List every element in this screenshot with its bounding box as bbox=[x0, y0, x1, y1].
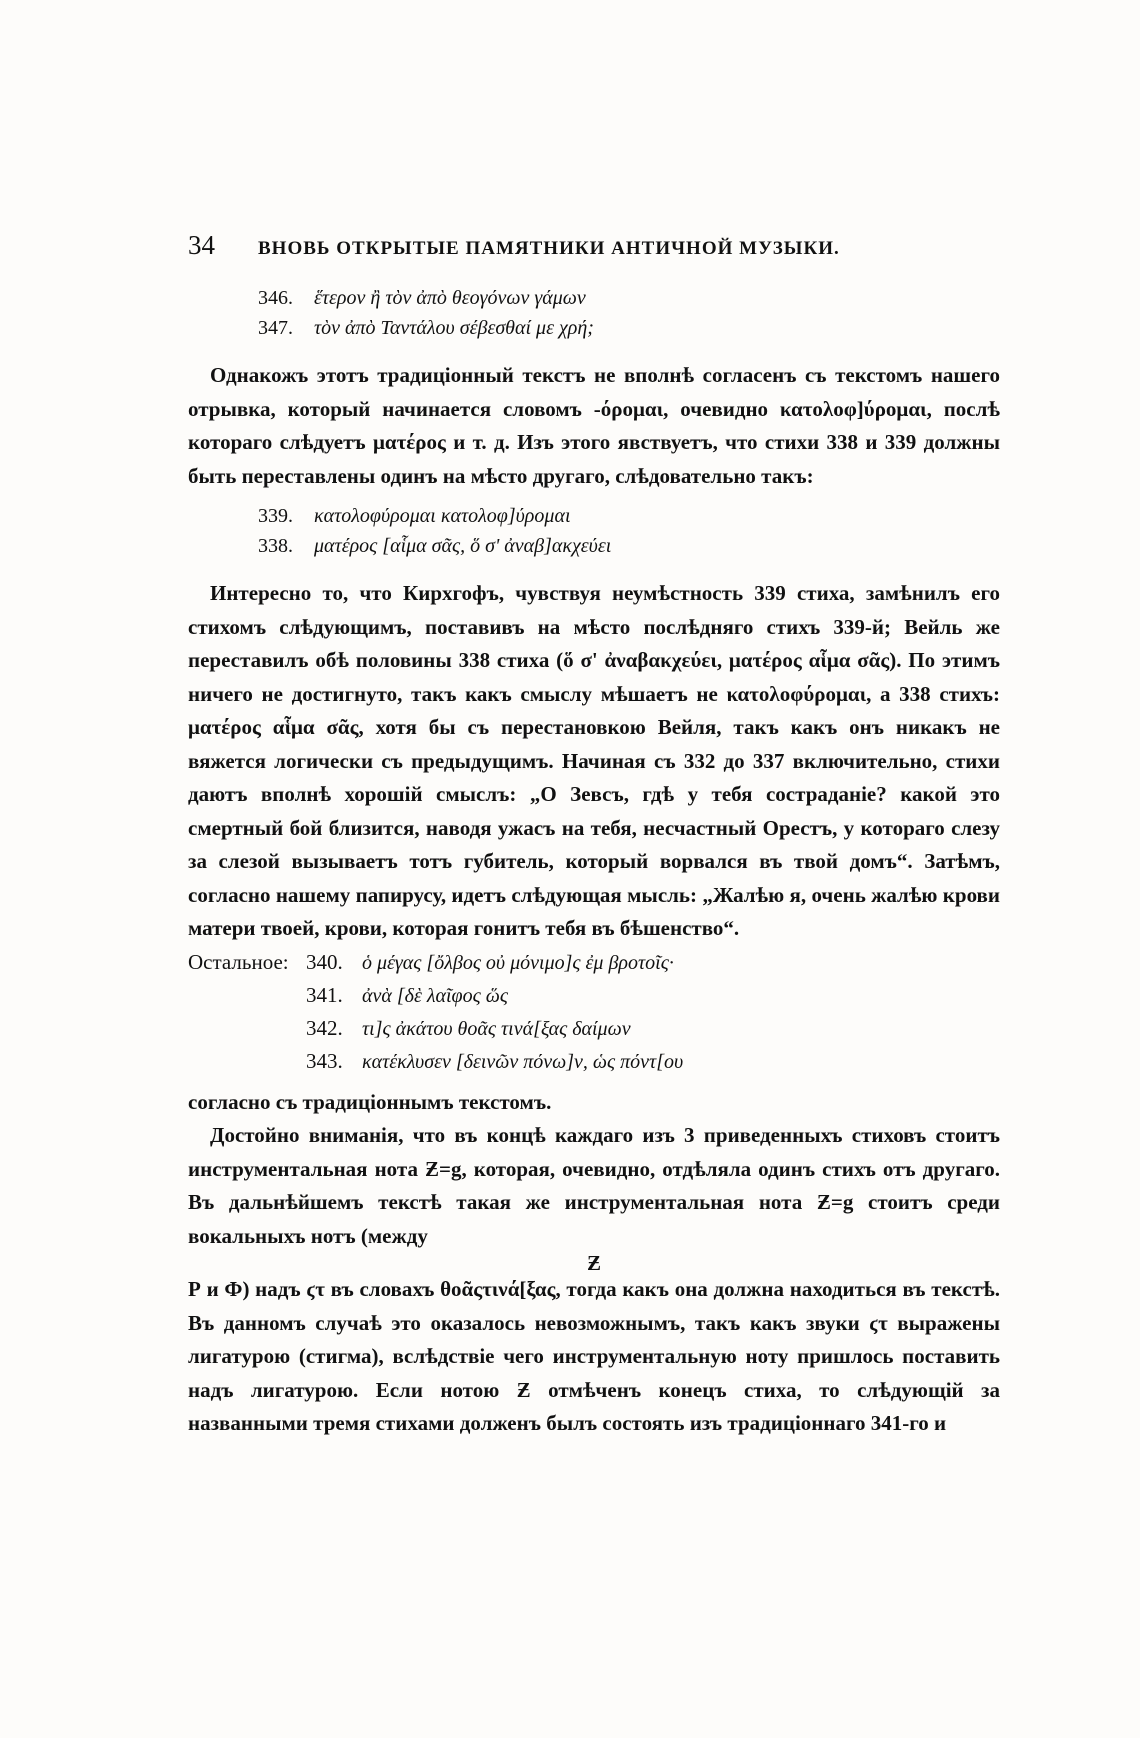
verse-text: ματέρος [αἷμα σᾶς, ὅ σ' ἀναβ]ακχεύει bbox=[314, 535, 612, 557]
verse-block-339-338 bbox=[188, 501, 1000, 561]
running-title: ВНОВЬ ОТКРЫТЫЕ ПАМЯТНИКИ АНТИЧНОЙ МУЗЫКИ. bbox=[258, 238, 840, 259]
verse-text: τὸν ἀπὸ Ταντάλου σέβεσθαί με χρή; bbox=[314, 317, 594, 339]
verse-line bbox=[188, 1045, 1000, 1078]
verse-number: 347. bbox=[258, 317, 293, 339]
verse-number: 338. bbox=[258, 535, 293, 557]
verse-text: κατολοφύρομαι κατολοφ]ύρομαι bbox=[314, 505, 571, 527]
verse-number: 342. bbox=[306, 1015, 343, 1040]
verse-line bbox=[188, 283, 1000, 313]
verse-line bbox=[188, 501, 1000, 531]
paragraph-2: Интересно то, что Кирхгофъ, чувствуя неумѣстность 339 стиха, замѣнилъ его стихомъ слѣдующимъ, поставивъ на мѣсто послѣдняго стихъ 339-й; Вейль же переставилъ обѣ половины 338 стиха (ὅ σ' ἀναβακχεύει, ματέρος αἷμα σᾶς). По этимъ ничего не достигнуто, такъ какъ смыслу мѣшаетъ не κατολοφύρομαι, а 338 стихъ: ματέρος αἷμα σᾶς, хотя бы съ перестановкою Вейля, такъ какъ онъ никакъ не вяжется логически съ предыдущимъ. Начиная съ 332 до 337 включительно, стихи даютъ вполнѣ хорошій смыслъ: „О Зевсъ, гдѣ у тебя состраданіе? какой это смертный бой близится, наводя ужасъ на тебя, несчастный Орестъ, у котораго слезу за слезой вызываетъ тотъ губитель, который ворвался въ твой домъ“. Затѣмъ, согласно нашему папирусу, идетъ слѣдующая мысль: „Жалѣю я, очень жалѣю крови матери твоей, крови, которая гонитъ тебя въ бѣшенство“. bbox=[188, 581, 1000, 940]
verse-number: 346. bbox=[258, 287, 293, 309]
verse-text: τι]ς ἀκάτου θοᾶς τινά[ξας δαίμων bbox=[362, 1017, 631, 1040]
remaining-label: Остальное: bbox=[188, 949, 289, 974]
page-number: 34 bbox=[188, 230, 215, 260]
verse-number: 339. bbox=[258, 505, 293, 527]
book-page bbox=[188, 230, 1000, 1441]
verse-block-346-347 bbox=[188, 283, 1000, 343]
running-header bbox=[188, 230, 1000, 261]
verse-line bbox=[188, 946, 1000, 979]
verse-number: 343. bbox=[306, 1048, 343, 1073]
verse-line bbox=[188, 531, 1000, 561]
verse-text: ὁ μέγας [ὄλβος οὐ μόνιμο]ς ἐμ βροτοῖς· bbox=[362, 951, 674, 974]
paragraph-3: согласно съ традиціоннымъ текстомъ. bbox=[188, 1089, 552, 1114]
verse-line bbox=[188, 313, 1000, 343]
verse-text: κατέκλυσεν [δεινῶν πόνω]ν, ὡς πόντ[ου bbox=[362, 1050, 684, 1073]
verse-line bbox=[188, 1012, 1000, 1045]
verse-number: 341. bbox=[306, 982, 343, 1007]
verse-line bbox=[188, 979, 1000, 1012]
paragraph-1: Однакожъ этотъ традиціонный текстъ не вполнѣ согласенъ съ текстомъ нашего отрывка, который начинается словомъ -όρομαι, очевидно κατολοφ]ύρομαι, послѣ котораго слѣдуетъ ματέρος и т. д. Изъ этого явствуетъ, что стихи 338 и 339 должны быть переставлены одинъ на мѣсто другаго, слѣдовательно такъ: bbox=[188, 363, 1000, 488]
verse-text: ἀνὰ [δὲ λαῖφος ὥς bbox=[362, 984, 508, 1007]
verse-number: 340. bbox=[306, 949, 343, 974]
verse-text: ἕτερον ἢ τὸν ἀπὸ θεογόνων γάμων bbox=[314, 287, 586, 309]
paragraph-4-start: Достойно вниманія, что въ концѣ каждаго изъ 3 приведенныхъ стиховъ стоитъ инструментальная нота Ƶ=g, которая, очевидно, отдѣляла одинъ стихъ отъ другаго. Въ дальнѣйшемъ текстѣ такая же инструментальная нота Ƶ=g стоитъ среди вокальныхъ нотъ (между bbox=[188, 1123, 1000, 1248]
remaining-verses bbox=[188, 946, 1000, 1078]
note-z-mark: Ƶ bbox=[586, 1251, 601, 1275]
paragraph-4-continued: Р и Ф) надъ ϛτ въ словахъ θοᾶςτινά[ξας, тогда какъ она должна находиться въ текстѣ. Въ данномъ случаѣ это оказалось невозможнымъ, такъ какъ звуки ϛτ выражены лигатурою (стигма), вслѣдствіе чего инструментальную ноту пришлось поставить надъ лигатурою. Если нотою Ƶ отмѣченъ конецъ стиха, то слѣдующій за названными тремя стихами долженъ былъ состоять изъ традиціоннаго 341-го и bbox=[188, 1277, 1000, 1435]
